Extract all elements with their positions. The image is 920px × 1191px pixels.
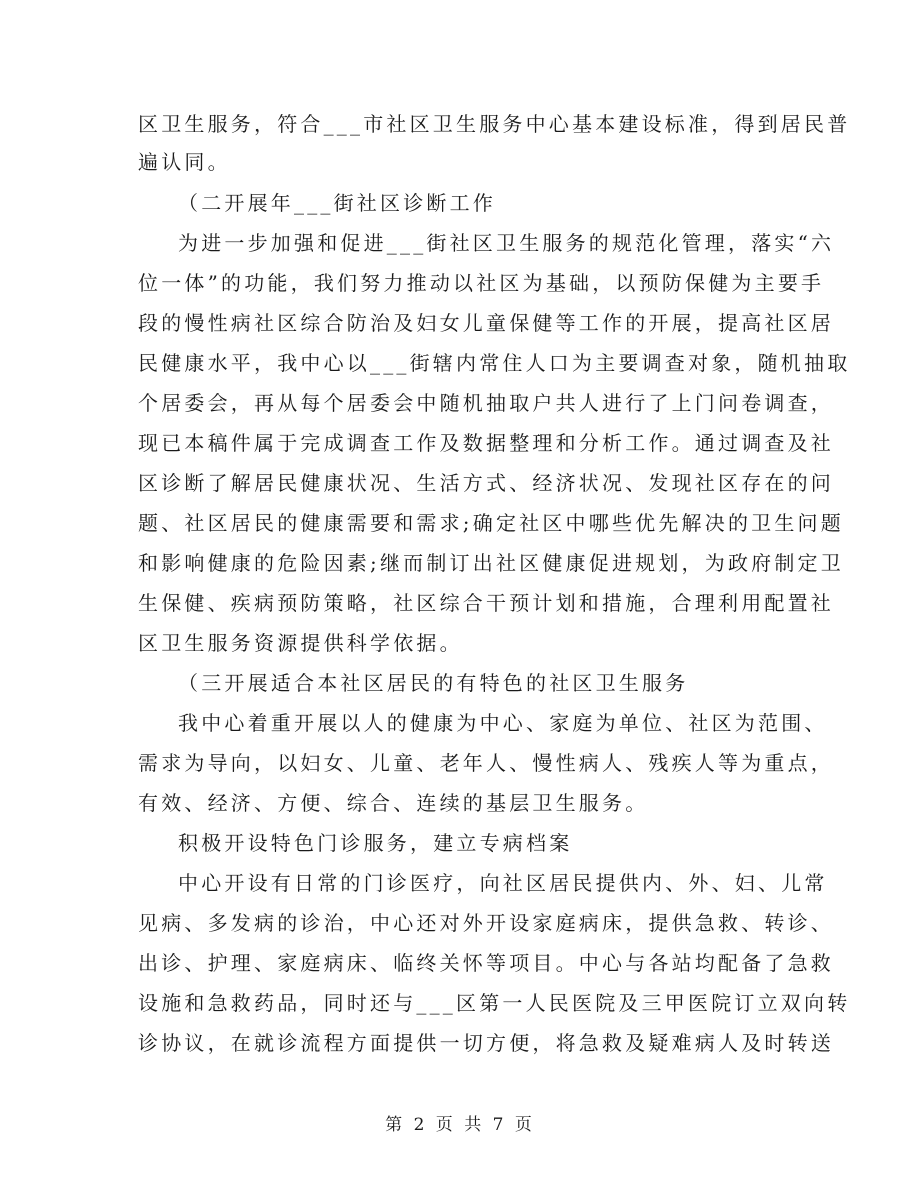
subsection-heading: 积极开设特色门诊服务，建立专病档案 (178, 831, 573, 855)
text-line: 设施和急救药品，同时还与___区第一人民医院及三甲医院订立双向转 (138, 991, 851, 1015)
text-line: 位一体”的功能，我们努力推动以社区为基础，以预防保健为主要手 (138, 271, 825, 295)
text-line: 现已本稿件属于完成调查工作及数据整理和分析工作。通过调查及社 (138, 431, 834, 455)
page-number: 第 2 页 共 7 页 (385, 1115, 535, 1135)
text-line: 区卫生服务资源提供科学依据。 (138, 631, 463, 655)
text-line: 遍认同。 (138, 150, 231, 174)
text-line: 个居委会，再从每个居委会中随机抽取户共人进行了上门问卷调查， (138, 391, 834, 415)
text-line: 诊协议，在就诊流程方面提供一切方便，将急救及疑难病人及时转送 (138, 1031, 834, 1055)
text-line: 需求为导向，以妇女、儿童、老年人、慢性病人、残疾人等为重点， (138, 751, 834, 775)
text-line: 中心开设有日常的门诊医疗，向社区居民提供内、外、妇、儿常 (178, 871, 828, 895)
text-line: 我中心着重开展以人的健康为中心、家庭为单位、社区为范围、 (178, 711, 828, 735)
text-line: 和影响健康的危险因素;继而制订出社区健康促进规划，为政府制定卫 (138, 551, 844, 575)
text-line: 有效、经济、方便、综合、连续的基层卫生服务。 (138, 791, 649, 815)
text-line: 出诊、护理、家庭病床、临终关怀等项目。中心与各站均配备了急救 (138, 951, 834, 975)
text-line: 生保健、疾病预防策略，社区综合干预计划和措施，合理利用配置社 (138, 591, 834, 615)
text-line: 段的慢性病社区综合防治及妇女儿童保健等工作的开展，提高社区居 (138, 311, 834, 335)
text-line: 区卫生服务，符合___市社区卫生服务中心基本建设标准，得到居民普 (138, 112, 851, 136)
text-line: 题、社区居民的健康需要和需求;确定社区中哪些优先解决的卫生问题 (138, 511, 844, 535)
section-heading: （三开展适合本社区居民的有特色的社区卫生服务 (178, 671, 689, 695)
text-line: 为进一步加强和促进___街社区卫生服务的规范化管理，落实“六 (178, 231, 835, 255)
text-line: 民健康水平，我中心以___街辖内常住人口为主要调查对象，随机抽取 (138, 351, 851, 375)
section-heading: （二开展年___街社区诊断工作 (178, 191, 496, 215)
text-line: 区诊断了解居民健康状况、生活方式、经济状况、发现社区存在的问 (138, 471, 834, 495)
text-line: 见病、多发病的诊治，中心还对外开设家庭病床，提供急救、转诊、 (138, 911, 834, 935)
